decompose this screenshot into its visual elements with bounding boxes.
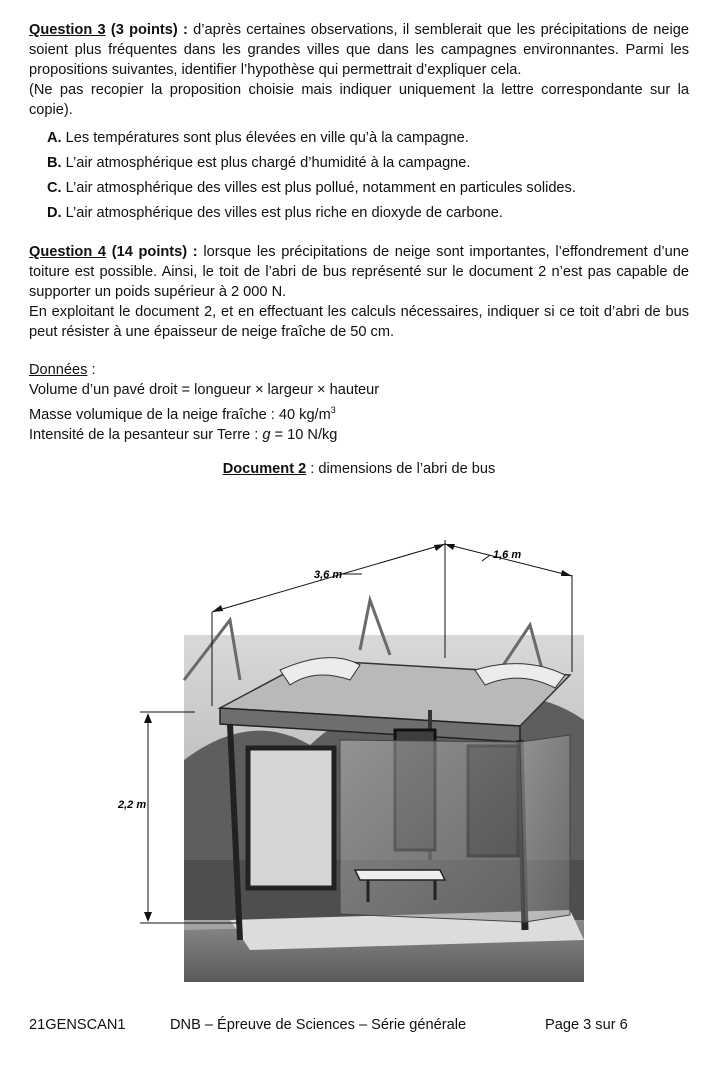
document-2-title: Document 2 : dimensions de l’abri de bus [222,460,496,477]
choice-list [47,128,689,223]
arrow-width-end [561,570,572,576]
donnees-line-1: Volume d’un pavé droit = longueur × largeur × hauteur [29,382,380,398]
dim-label-height: 2,2 m [118,799,147,811]
ad-panel-left [248,748,334,888]
question-4-points: (14 points) : [111,244,198,260]
question-3-note: (Ne pas recopier la proposition choisie mais indiquer uniquement la lettre correspondante sur la copie). [29,82,689,118]
footer-title: DNB – Épreuve de Sciences – Série générale [170,1017,467,1033]
question-4-text2: En exploitant le document 2, et en effectuant les calculs nécessaires, indiquer si ce toit d’abri de bus peut résister à une épaisseur de neige fraîche de 50 cm. [29,304,689,340]
footer-code: 21GENSCAN1 [29,1017,126,1033]
leader-width [482,555,490,561]
page-content [29,0,689,479]
dim-label-width: 1,6 m [493,549,522,561]
arrow-height-top [144,713,152,723]
choice-c: C. L’air atmosphérique des villes est plus pollué, notamment en particules solides. [47,180,576,196]
bus-shelter-figure [100,530,600,990]
arrow-length-end [434,544,445,551]
glass-wall-side [520,735,570,922]
arrow-width-start [445,544,455,550]
choice-d: D. L’air atmosphérique des villes est plus riche en dioxyde de carbone. [47,205,503,221]
bench-seat [355,870,445,880]
question-4-text: lorsque les précipitations de neige sont importantes, l’effondrement d’une toiture est possible. Ainsi, le toit de l’abri de bus représenté sur le document 2 n’est pas capable de supporter un poids supérieur à 2 000 N. [29,244,690,300]
arrow-height-bottom [144,912,152,922]
question-3-label: Question 3 [29,22,106,38]
donnees-heading: Données : [29,362,96,378]
donnees-line-3: Intensité de la pesanteur sur Terre : g = 10 N/kg [29,426,338,443]
dim-label-length: 3,6 m [314,569,343,581]
question-4 [29,242,689,302]
question-3-text: d’après certaines observations, il semblerait que les précipitations de neige soient plus fréquentes dans les grandes villes que dans les campagnes environnantes. Parmi les propositions suivantes, identifier l’hypothèse qui permettrait d’expliquer cela. [29,22,689,78]
question-3-points: (3 points) : [110,22,188,38]
choice-b: B. L’air atmosphérique est plus chargé d’humidité à la campagne. [47,155,471,171]
choice-a: A. Les températures sont plus élevées en ville qu’à la campagne. [47,130,469,146]
footer-page: Page 3 sur 6 [545,1017,628,1033]
bus-shelter-illustration [100,530,600,990]
arrow-length-start [212,605,223,612]
donnees-line-2: Masse volumique de la neige fraîche : 40 $kg/m^3$ [29,405,336,423]
question-3 [29,20,689,80]
question-4-label: Question 4 [29,244,107,260]
